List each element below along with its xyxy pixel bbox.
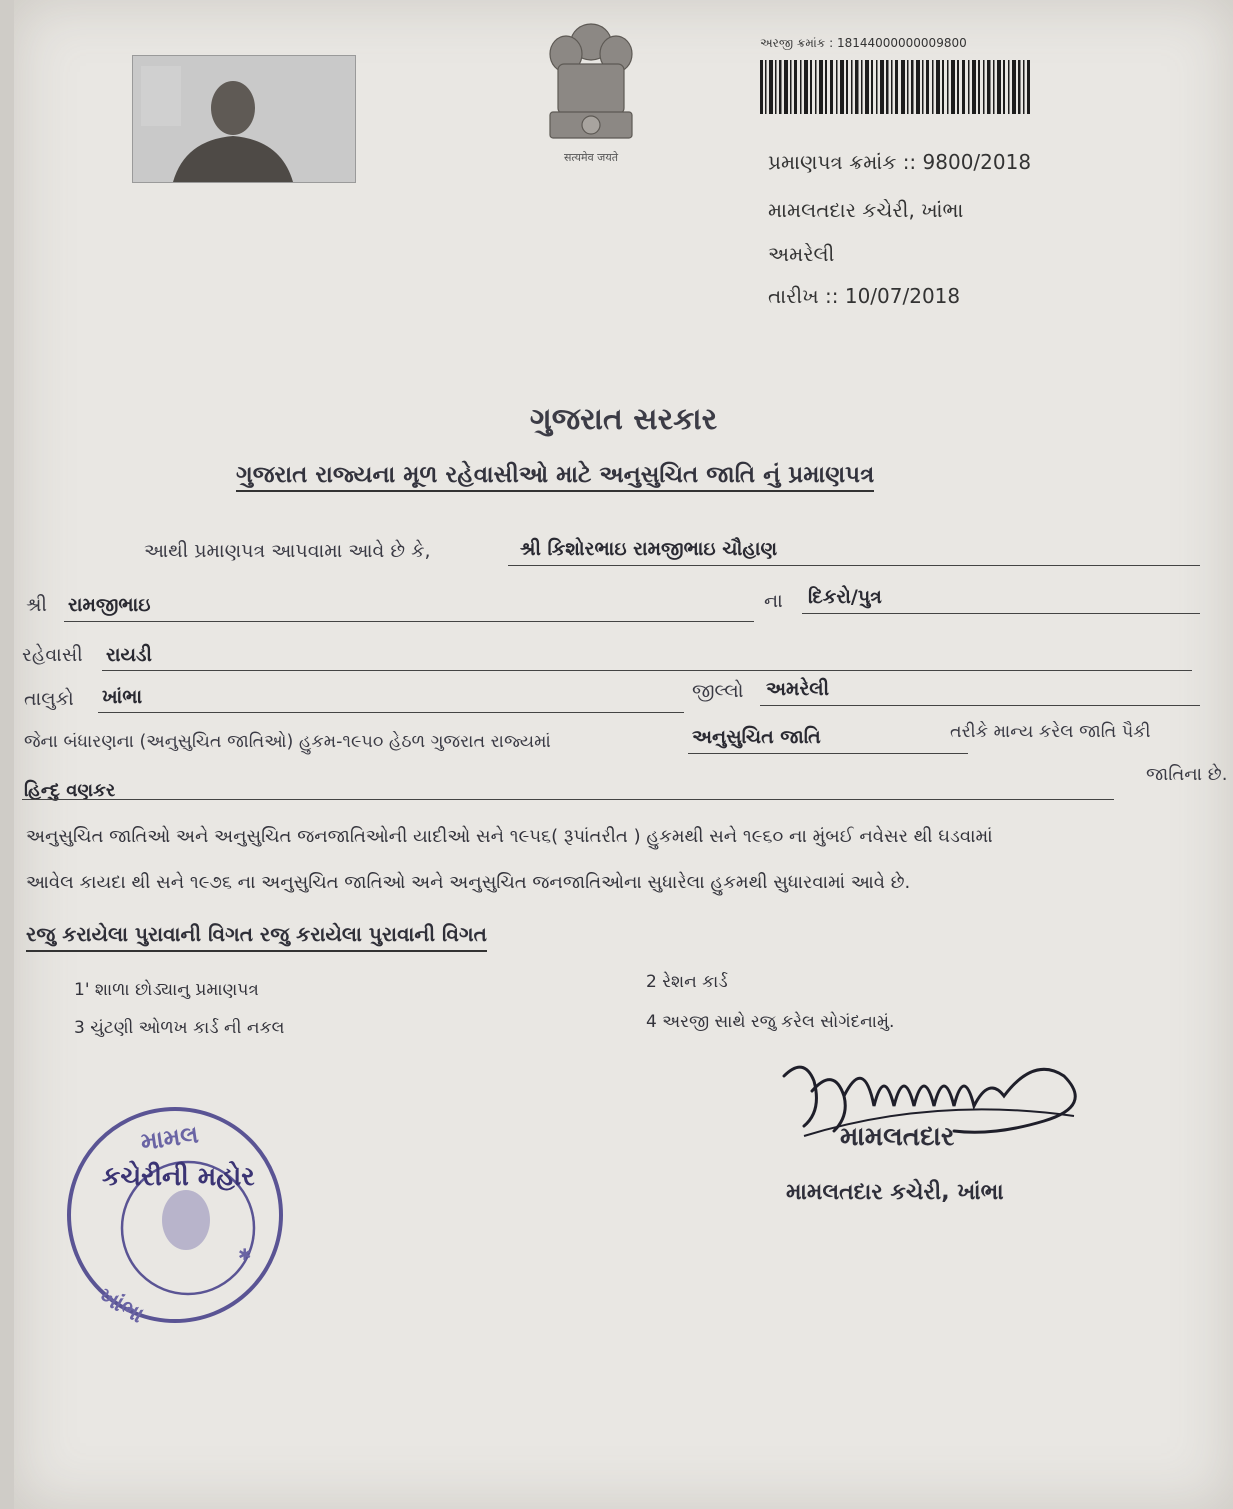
holder-name: શ્રી કિશોરભાઇ રામજીભાઇ ચૌહાણ [520,538,778,560]
resident-village: રાયડી [106,644,152,666]
recognized-text: તરીકે માન્ય કરેલ જાતિ પૈકી [950,722,1151,742]
certificate-number: પ્રમાણપત્ર ક્રમાંક :: 9800/2018 [768,150,1032,174]
resident-label: રહેવાસી [22,644,83,666]
district-value: અમરેલી [766,678,830,700]
signatory-title: મામલતદાર [840,1122,955,1152]
seal-label: કચેરીની મહોર [102,1162,255,1192]
father-label: શ્રી [26,594,47,616]
barcode-icon [760,60,1030,114]
seal-ring-top: મામલ [138,1120,201,1156]
father-underline [64,621,754,622]
proofs-title: રજુ કરાયેલા પુરાવાની વિગત રજુ કરાયેલા પુરાવાની વિગત [26,922,487,952]
proof-item-3: 3 ચુંટણી ઓળખ કાર્ડ ની નકલ [74,1018,285,1038]
relation-value: દિકરો/પુત્ર [808,586,882,608]
person-silhouette-icon [133,56,355,182]
issue-date: તારીખ :: 10/07/2018 [768,284,961,308]
caste-value: હિન્દુ વણકર [24,780,116,801]
name-underline [508,565,1200,566]
category-underline [688,753,968,754]
svg-text:✱: ✱ [238,1245,252,1264]
application-number: અરજી ક્રમાંક : 18144000000009800 [760,36,967,50]
taluka-value: ખાંભા [102,686,143,708]
relation-underline [802,613,1200,614]
issuing-office: મામલતદાર કચેરી, ખાંભા [768,198,964,222]
seal-ring-bottom: ખાંભા [95,1283,148,1329]
district-label: જીલ્લો [692,680,744,702]
caste-category: અનુસુચિત જાતિ [692,726,821,748]
caste-underline [22,799,1114,800]
caste-suffix: જાતિના છે. [1146,764,1228,785]
national-emblem-icon [536,12,646,172]
issuing-district: અમરેલી [768,242,835,266]
proof-item-2: 2 રેશન કાર્ડ [646,972,728,992]
order-text: જેના બંધારણના (અનુસુચિત જાતિઓ) હુકમ-૧૯૫૦ હેઠળ ગુજરાત રાજ્યમાં [24,732,551,752]
emblem-motto: सत्यमेव जयते [563,151,618,164]
certificate-page [14,0,1233,1509]
district-underline [760,705,1200,706]
office-seal-icon [60,1100,290,1330]
certificate-title: ગુજરાત રાજ્યના મૂળ રહેવાસીઓ માટે અનુસુચિત જાતિ નું પ્રમાણપત્ર [236,462,874,492]
applicant-photo [132,55,356,183]
paragraph-line-1: અનુસુચિત જાતિઓ અને અનુસુચિત જનજાતિઓની યાદીઓ સને ૧૯૫૬( રૂપાંતરીત ) હુકમથી સને ૧૯૬૦ ના મુંબઈ નવેસર થી ઘડવામાં [26,826,993,847]
resident-underline [102,670,1192,671]
intro-label: આથી પ્રમાણપત્ર આપવામા આવે છે કે, [144,540,431,562]
relation-label: ના [764,590,783,612]
proof-item-1: 1' શાળા છોડ્યાનુ પ્રમાણપત્ર [74,980,259,1000]
paragraph-line-2: આવેલ કાયદા થી સને ૧૯૭૬ ના અનુસુચિત જાતિઓ અને અનુસુચિત જનજાતિઓના સુધારેલા હુકમથી સુધારવામાં આવે છે. [26,872,911,893]
taluka-underline [98,712,684,713]
father-name: રામજીભાઇ [68,594,151,616]
taluka-label: તાલુકો [24,688,74,710]
proof-item-4: 4 અરજી સાથે રજુ કરેલ સોગંદનામું. [646,1012,895,1032]
government-title: ગુજરાત સરકાર [529,402,718,437]
signatory-office: મામલતદાર કચેરી, ખાંભા [786,1180,1004,1205]
